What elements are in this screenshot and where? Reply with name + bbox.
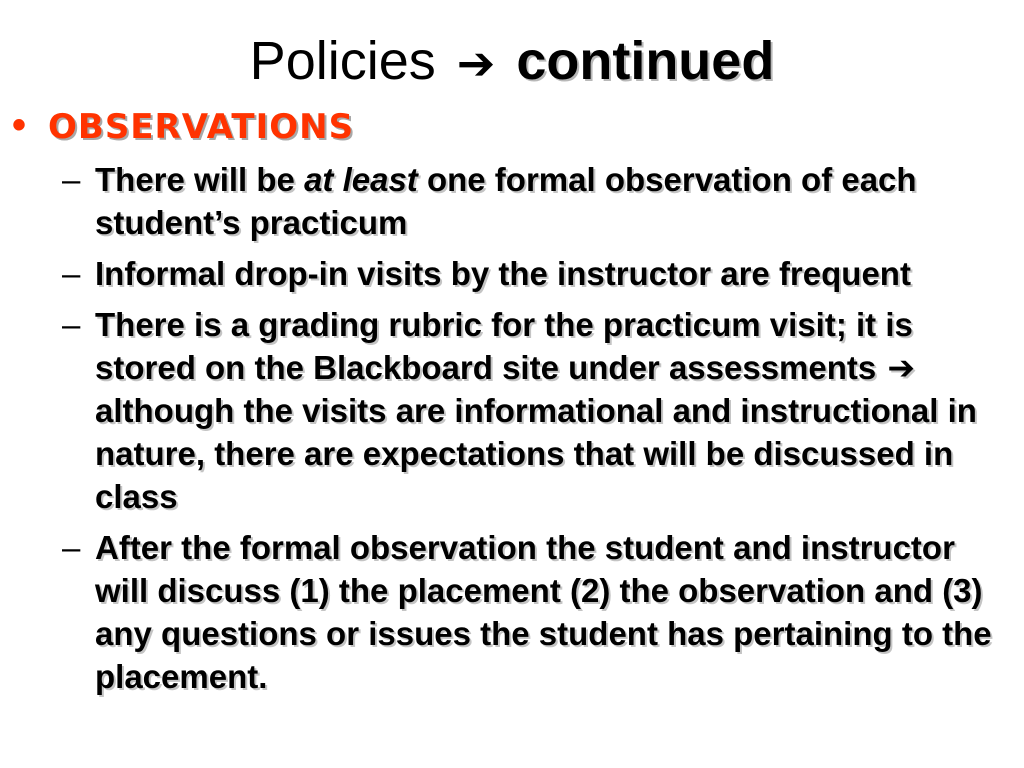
- sub-bullet-list: [62, 158, 1012, 706]
- sub-bullet-grading-rubric: [62, 303, 1012, 518]
- right-arrow-icon: ➔: [887, 349, 916, 386]
- dash-marker: –: [62, 306, 81, 343]
- observations-heading: OBSERVATIONS: [48, 107, 355, 147]
- sub-bullet-formal-observation: [62, 158, 1012, 244]
- dash-marker: –: [62, 255, 81, 292]
- slide-title: [0, 30, 1024, 94]
- item-text-after: one formal observation of each student’s practicum: [95, 161, 917, 241]
- item-text-before: There will be: [95, 161, 305, 198]
- title-continued: continued: [516, 31, 775, 91]
- title-policies: Policies: [249, 31, 436, 91]
- item-emphasis: at least: [304, 161, 418, 198]
- item-text: Informal drop-in visits by the instructor are frequent: [95, 255, 911, 292]
- item-text-before-arrow: There is a grading rubric for the practicum visit; it is stored on the Blackboard site under assessments: [95, 306, 913, 386]
- right-arrow-icon: ➔: [456, 37, 496, 89]
- bullet-marker: •: [12, 103, 27, 147]
- dash-marker: –: [62, 161, 81, 198]
- dash-marker: –: [62, 529, 81, 566]
- item-text-after-arrow: although the visits are informational and instructional in nature, there are expectations that will be discussed in class: [95, 392, 977, 515]
- item-text: After the formal observation the student and instructor will discuss (1) the placement (2) the observation and (3) any questions or issues the student has pertaining to the placement.: [95, 529, 992, 695]
- sub-bullet-after-observation: [62, 526, 1012, 698]
- sub-bullet-informal-visits: [62, 252, 1012, 295]
- main-bullet: [12, 100, 1012, 152]
